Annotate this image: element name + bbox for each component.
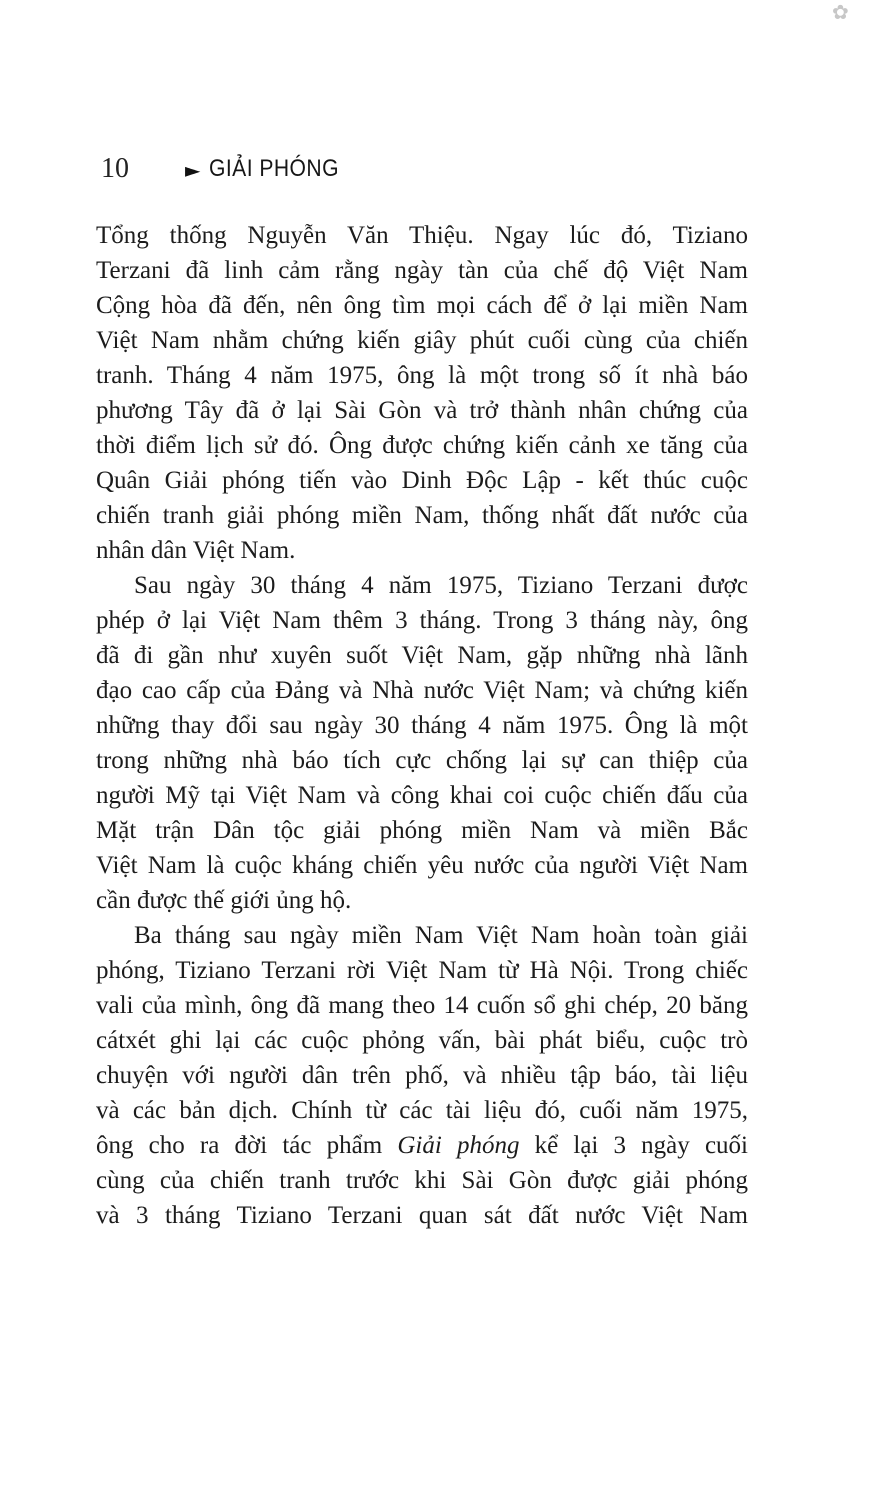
text-segment: cần được thế giới ủng hộ.	[96, 887, 352, 914]
text-segment: người Mỹ tại Việt Nam và công khai coi cuộc chiến đấu của	[96, 782, 748, 809]
text-segment: Cộng hòa đã đến, nên ông tìm mọi cách để ở lại miền Nam	[96, 292, 748, 319]
text-line	[96, 1163, 748, 1198]
text-line	[96, 778, 748, 813]
text-segment: phép ở lại Việt Nam thêm 3 tháng. Trong 3 tháng này, ông	[96, 607, 748, 634]
text-line	[96, 638, 748, 673]
paragraph	[96, 918, 748, 1233]
page-header	[101, 153, 357, 185]
text-line	[96, 1023, 748, 1058]
paragraph	[96, 568, 748, 918]
text-line	[96, 883, 748, 918]
text-segment: phương Tây đã ở lại Sài Gòn và trở thành nhân chứng của	[96, 397, 748, 424]
text-segment: phóng, Tiziano Terzani rời Việt Nam từ Hà Nội. Trong chiếc	[96, 957, 748, 984]
text-line	[96, 463, 748, 498]
text-line	[96, 673, 748, 708]
flower-ornament-icon: ✿	[832, 0, 849, 24]
text-segment: ông cho ra đời tác phẩm	[96, 1132, 398, 1159]
text-line	[96, 813, 748, 848]
text-segment: chiến tranh giải phóng miền Nam, thống nhất đất nước của	[96, 502, 748, 529]
text-line	[96, 708, 748, 743]
text-line	[96, 568, 748, 603]
text-segment: và 3 tháng Tiziano Terzani quan sát đất nước Việt Nam	[96, 1202, 748, 1229]
text-line	[96, 743, 748, 778]
text-segment: vali của mình, ông đã mang theo 14 cuốn sổ ghi chép, 20 băng	[96, 992, 748, 1019]
text-segment: thời điểm lịch sử đó. Ông được chứng kiến cảnh xe tăng của	[96, 432, 748, 459]
text-line	[96, 288, 748, 323]
text-segment: trong những nhà báo tích cực chống lại sự can thiệp của	[96, 747, 748, 774]
text-segment: Việt Nam là cuộc kháng chiến yêu nước của người Việt Nam	[96, 852, 748, 879]
text-segment: chuyện với người dân trên phố, và nhiều tập báo, tài liệu	[96, 1062, 748, 1089]
text-segment: tranh. Tháng 4 năm 1975, ông là một trong số ít nhà báo	[96, 362, 748, 389]
running-title: GIẢI PHÓNG	[209, 155, 340, 182]
text-line	[96, 1093, 748, 1128]
text-line	[96, 533, 748, 568]
text-segment: cátxét ghi lại các cuộc phỏng vấn, bài phát biểu, cuộc trò	[96, 1027, 748, 1054]
text-line	[96, 953, 748, 988]
text-segment: cùng của chiến tranh trước khi Sài Gòn được giải phóng	[96, 1167, 748, 1194]
text-segment: Mặt trận Dân tộc giải phóng miền Nam và miền Bắc	[96, 817, 748, 844]
text-segment: Quân Giải phóng tiến vào Dinh Độc Lập - kết thúc cuộc	[96, 467, 748, 494]
text-line	[96, 498, 748, 533]
text-line	[96, 988, 748, 1023]
text-segment: kể lại 3 ngày cuối	[519, 1132, 748, 1159]
text-line	[96, 218, 748, 253]
text-segment: Ba tháng sau ngày miền Nam Việt Nam hoàn toàn giải	[134, 922, 748, 949]
text-line	[96, 253, 748, 288]
paragraph	[96, 218, 748, 568]
text-line	[96, 1058, 748, 1093]
text-line	[96, 323, 748, 358]
text-segment: Sau ngày 30 tháng 4 năm 1975, Tiziano Terzani được	[134, 572, 748, 599]
text-line	[96, 603, 748, 638]
text-line	[96, 1198, 748, 1233]
text-line	[96, 428, 748, 463]
text-line	[96, 358, 748, 393]
text-segment: và các bản dịch. Chính từ các tài liệu đó, cuối năm 1975,	[96, 1097, 748, 1124]
text-segment: những thay đổi sau ngày 30 tháng 4 năm 1975. Ông là một	[96, 712, 748, 739]
text-segment: nhân dân Việt Nam.	[96, 537, 296, 564]
text-segment: Tổng thống Nguyễn Văn Thiệu. Ngay lúc đó, Tiziano	[96, 222, 748, 249]
text-line	[96, 393, 748, 428]
text-segment: đã đi gần như xuyên suốt Việt Nam, gặp những nhà lãnh	[96, 642, 748, 669]
text-line	[96, 1128, 748, 1163]
arrow-bullet-icon: ►	[185, 157, 201, 182]
page-body	[96, 218, 748, 1233]
book-title-italic: Giải phóng	[397, 1132, 520, 1159]
page-number: 10	[101, 153, 129, 184]
text-segment: Việt Nam nhằm chứng kiến giây phút cuối cùng của chiến	[96, 327, 748, 354]
text-segment: Terzani đã linh cảm rằng ngày tàn của chế độ Việt Nam	[96, 257, 748, 284]
text-line	[96, 848, 748, 883]
text-segment: đạo cao cấp của Đảng và Nhà nước Việt Nam; và chứng kiến	[96, 677, 748, 704]
text-line	[96, 918, 748, 953]
